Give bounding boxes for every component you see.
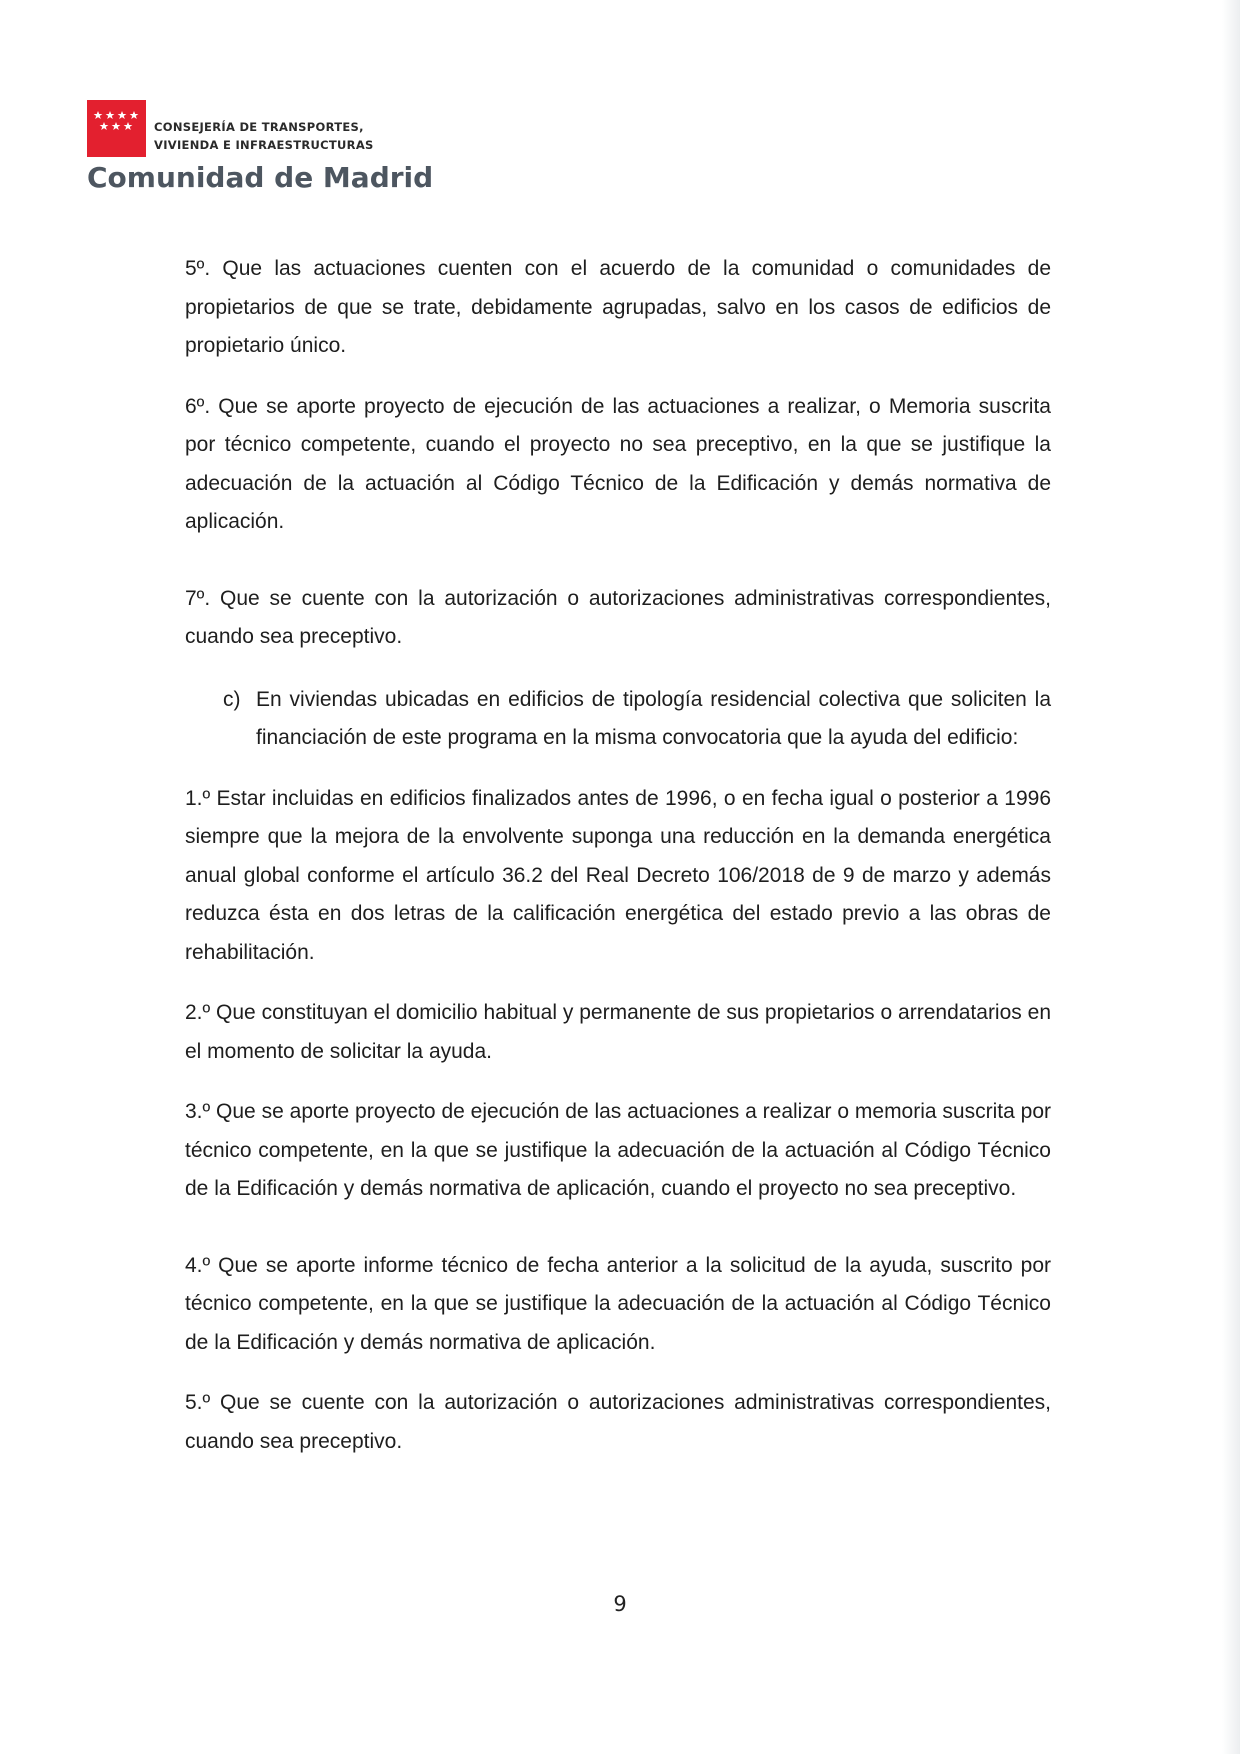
paragraph-2-domicilio-habitual: 2.º Que constituyan el domicilio habitual y permanente de sus propietarios o arrendatarios en el momento de solicitar la ayuda. (185, 1001, 1051, 1063)
list-item-label: c) (223, 687, 241, 711)
list-item-text: En viviendas ubicadas en edificios de tipología residencial colectiva que soliciten la financiación de este programa en la misma convocatoria que la ayuda del edificio: (256, 687, 1051, 749)
paragraph-5-autorizacion: 5.º Que se cuente con la autorización o autorizaciones administrativas correspondientes, cuando sea preceptivo. (185, 1391, 1051, 1453)
paragraph-3-proyecto-memoria: 3.º Que se aporte proyecto de ejecución de las actuaciones a realizar o memoria suscrita por técnico competente, en la que se justifique la adecuación de la actuación al Código Técnico de la Edificación y demás normativa de aplicación, cuando el proyecto no sea preceptivo. (185, 1100, 1051, 1200)
paragraph-4-informe-tecnico: 4.º Que se aporte informe técnico de fecha anterior a la solicitud de la ayuda, suscrito por técnico competente, en la que se justifique la adecuación de la actuación al Código Técnico de la Edificación y demás normativa de aplicación. (185, 1253, 1051, 1354)
page-edge-shadow (1222, 0, 1240, 1754)
list-item-c-viviendas (185, 681, 1051, 758)
paragraph-6-proyecto-ejecucion: 6º. Que se aporte proyecto de ejecución de las actuaciones a realizar, o Memoria suscrita por técnico competente, cuando el proyecto no sea preceptivo, en la que se justifique la adecuación de la actuación al Código Técnico de la Edificación y demás normativa de aplicación. (185, 394, 1051, 533)
madrid-stars-flag-icon (87, 100, 146, 157)
letterhead (87, 100, 487, 200)
department-name (154, 118, 374, 154)
paragraph-1-edificios-1996: 1.º Estar incluidas en edificios finalizados antes de 1996, o en fecha igual o posterior a 1996 siempre que la mejora de la envolvente suponga una reducción en la demanda energética anual global conforme el artículo 36.2 del Real Decreto 106/2018 de 9 de marzo y además reduzca ésta en dos letras de la calificación energética del estado previo a las obras de rehabilitación. (185, 786, 1051, 964)
paragraph-7-autorizacion: 7º. Que se cuente con la autorización o autorizaciones administrativas correspondientes, cuando sea preceptivo. (185, 586, 1051, 648)
brand-name: Comunidad de Madrid (87, 161, 434, 194)
document-body (185, 250, 1051, 1461)
page-number: 9 (613, 1592, 627, 1616)
paragraph-5-acuerdo-comunidad: 5º. Que las actuaciones cuenten con el acuerdo de la comunidad o comunidades de propietarios de que se trate, debidamente agrupadas, salvo en los casos de edificios de propietario único. (185, 257, 1051, 357)
department-line-2: VIVIENDA E INFRAESTRUCTURAS (154, 138, 374, 152)
department-line-1: CONSEJERÍA DE TRANSPORTES, (154, 120, 364, 134)
